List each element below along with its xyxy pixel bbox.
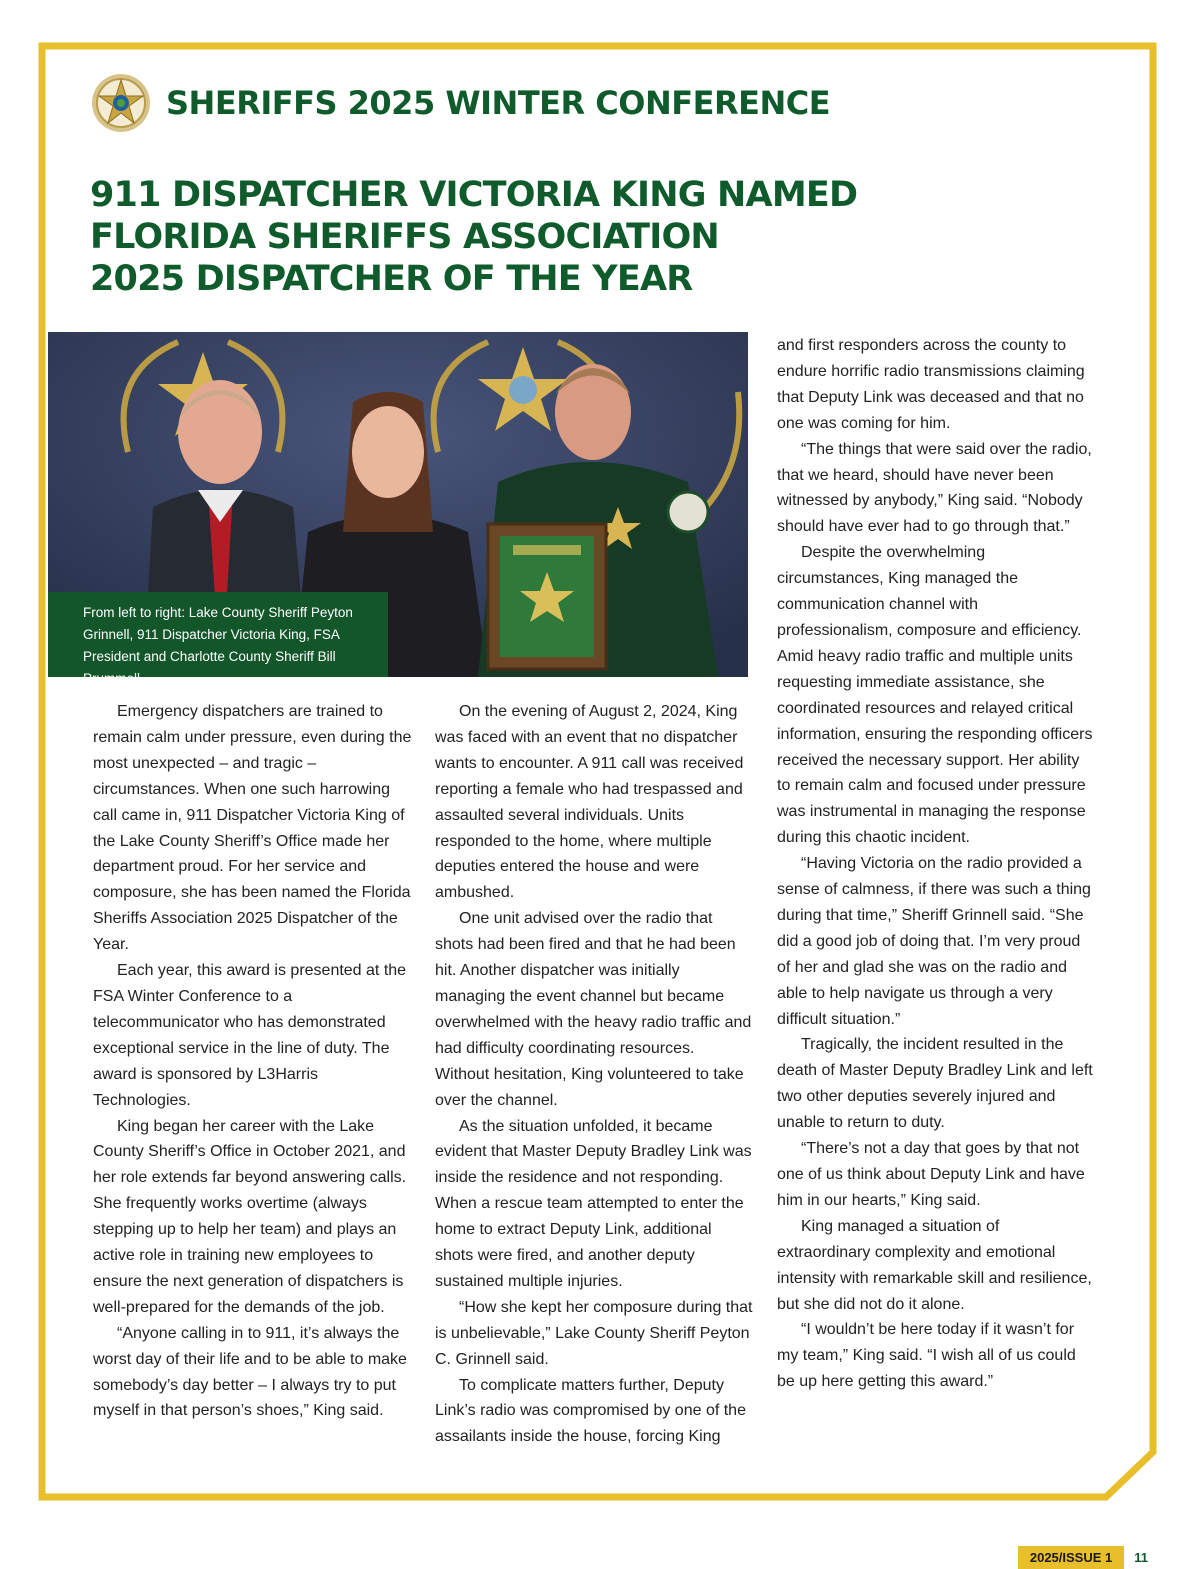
paragraph: “How she kept her composure during that is unbelievable,” Lake County Sheriff Peyton C. Grinnell said. (435, 1298, 753, 1368)
section-kicker: SHERIFFS 2025 WINTER CONFERENCE (166, 84, 831, 122)
issue-label: 2025/ISSUE 1 (1018, 1546, 1124, 1569)
headline-line: 911 DISPATCHER VICTORIA KING NAMED (90, 175, 858, 215)
paragraph: To complicate matters further, Deputy Link’s radio was compromised by one of the assailants inside the house, forcing King (435, 1376, 746, 1446)
page-footer (1018, 1546, 1148, 1568)
photo-caption (48, 592, 388, 686)
paragraph: Despite the overwhelming circumstances, King managed the communication channel with professionalism, composure and efficiency. Amid heavy radio traffic and multiple units requesting immediate assistance, she coordinated resources and relayed critical information, ensuring the responding officers received the necessary support. Her ability to remain calm and focused under pressure was instrumental in managing the response during this chaotic incident. (777, 544, 1093, 847)
paragraph: On the evening of August 2, 2024, King was faced with an event that no dispatcher wants to encounter. A 911 call was received reporting a female who had trespassed and assaulted several individuals. Units responded to the home, where multiple deputies entered the house and were ambushed. (435, 703, 744, 902)
paragraph: King began her career with the Lake County Sheriff’s Office in October 2021, and her role extends far beyond answering calls. She frequently works overtime (always stepping up to help her team) and plays an active role in training new employees to ensure the next generation of dispatchers is well-prepared for the demands of the job. (93, 1117, 407, 1316)
paragraph: As the situation unfolded, it became evident that Master Deputy Bradley Link was inside the residence and not responding. When a rescue team attempted to enter the home to extract Deputy Link, additional shots were fired, and another deputy sustained multiple injuries. (435, 1117, 752, 1290)
article-column-1 (93, 699, 413, 1424)
page-number: 11 (1134, 1549, 1148, 1565)
paragraph: “I wouldn’t be here today if it wasn’t for my team,” King said. “I wish all of us could be up here getting this award.” (777, 1321, 1076, 1391)
paragraph: Each year, this award is presented at the FSA Winter Conference to a telecommunicator who has demonstrated exceptional service in the line of duty. The award is sponsored by L3Harris Technologies. (93, 962, 407, 1109)
headline-line: 2025 DISPATCHER OF THE YEAR (90, 259, 693, 299)
paragraph-continued: and first responders across the county to endure horrific radio transmissions claiming that Deputy Link was deceased and that no one was coming for him. (777, 337, 1085, 432)
headline-line: FLORIDA SHERIFFS ASSOCIATION (90, 217, 719, 257)
paragraph: King managed a situation of extraordinary complexity and emotional intensity with remarkable skill and resilience, but she did not do it alone. (777, 1217, 1092, 1313)
paragraph: “Anyone calling in to 911, it’s always the worst day of their life and to be able to make somebody’s day better – I always try to put myself in that person’s shoes,” King said. (93, 1324, 407, 1420)
paragraph: “Having Victoria on the radio provided a sense of calmness, if there was such a thing during that time,” Sheriff Grinnell said. “She did a good job of doing that. I’m very proud of her and glad she was on the radio and able to help navigate us through a very difficult situation.” (777, 855, 1091, 1028)
paragraph: One unit advised over the radio that shots had been fired and that he had been hit. Another dispatcher was initially managing the event channel but became overwhelmed with the heavy radio traffic and had difficulty coordinating resources. Without hesitation, King volunteered to take over the channel. (435, 910, 752, 1109)
section-header (90, 68, 830, 138)
article-headline (90, 174, 950, 300)
paragraph: Tragically, the incident resulted in the death of Master Deputy Bradley Link and left two other deputies severely injured and unable to return to duty. (777, 1036, 1093, 1132)
article-column-2 (435, 699, 753, 1450)
article-column-3 (777, 333, 1093, 1395)
paragraph: Emergency dispatchers are trained to remain calm under pressure, even during the most unexpected – and tragic – circumstances. When one such harrowing call came in, 911 Dispatcher Victoria King of the Lake County Sheriff’s Office made her department proud. For her service and composure, she has been named the Florida Sheriffs Association 2025 Dispatcher of the Year. (93, 703, 412, 954)
caption-text: From left to right: Lake County Sheriff Peyton Grinnell, 911 Dispatcher Victoria King, FSA President and Charlotte County Sheriff Bill Prummell (83, 605, 353, 686)
paragraph: “The things that were said over the radio, that we heard, should have never been witnessed by anybody,” King said. “Nobody should have ever had to go through that.” (777, 440, 1092, 536)
paragraph: “There’s not a day that goes by that not one of us think about Deputy Link and have him in our hearts,” King said. (777, 1140, 1085, 1209)
sheriff-star-badge-icon (90, 72, 152, 134)
